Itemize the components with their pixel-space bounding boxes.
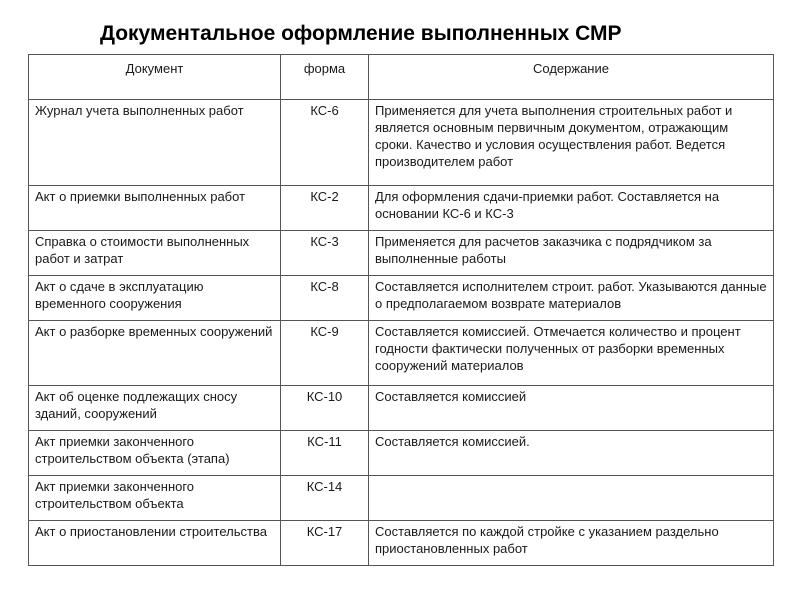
- table-row: [29, 521, 774, 566]
- cell-document: Акт о сдаче в эксплуатацию временного сооружения: [29, 276, 281, 321]
- cell-form: КС-17: [281, 521, 369, 566]
- cell-content: Применяется для расчетов заказчика с подрядчиком за выполненные работы: [369, 231, 774, 276]
- cell-document: Акт о разборке временных сооружений: [29, 321, 281, 386]
- table-row: [29, 100, 774, 186]
- table-header-row: [29, 55, 774, 100]
- cell-document: Акт приемки законченного строительством объекта: [29, 476, 281, 521]
- column-header-content: Содержание: [369, 55, 774, 100]
- cell-form: КС-3: [281, 231, 369, 276]
- cell-form: КС-2: [281, 186, 369, 231]
- cell-content: Составляется по каждой стройке с указанием раздельно приостановленных работ: [369, 521, 774, 566]
- column-header-form: форма: [281, 55, 369, 100]
- table-row: [29, 431, 774, 476]
- table-row: [29, 476, 774, 521]
- cell-content: Составляется комиссией: [369, 386, 774, 431]
- cell-document: Журнал учета выполненных работ: [29, 100, 281, 186]
- table-row: [29, 386, 774, 431]
- cell-content: Для оформления сдачи-приемки работ. Составляется на основании КС-6 и КС-3: [369, 186, 774, 231]
- cell-document: Акт о приемки выполненных работ: [29, 186, 281, 231]
- table-row: [29, 276, 774, 321]
- cell-form: КС-14: [281, 476, 369, 521]
- cell-content: Составляется комиссией. Отмечается количество и процент годности фактически полученных от разборки временных сооружений материалов: [369, 321, 774, 386]
- cell-document: Акт об оценке подлежащих сносу зданий, сооружений: [29, 386, 281, 431]
- table-row: [29, 231, 774, 276]
- cell-form: КС-8: [281, 276, 369, 321]
- table-row: [29, 186, 774, 231]
- cell-form: КС-10: [281, 386, 369, 431]
- cell-content: Составляется комиссией.: [369, 431, 774, 476]
- cell-form: КС-6: [281, 100, 369, 186]
- cell-document: Справка о стоимости выполненных работ и затрат: [29, 231, 281, 276]
- cell-content: Составляется исполнителем строит. работ. Указываются данные о предполагаемом возврате материалов: [369, 276, 774, 321]
- cell-document: Акт о приостановлении строительства: [29, 521, 281, 566]
- cell-form: КС-11: [281, 431, 369, 476]
- cell-document: Акт приемки законченного строительством объекта (этапа): [29, 431, 281, 476]
- column-header-document: Документ: [29, 55, 281, 100]
- table-row: [29, 321, 774, 386]
- cell-content: Применяется для учета выполнения строительных работ и является основным первичным документом, отражающим сроки. Качество и условия осуществления работ. Ведется производителем работ: [369, 100, 774, 186]
- cell-content: [369, 476, 774, 521]
- documents-table: [28, 54, 774, 566]
- cell-form: КС-9: [281, 321, 369, 386]
- page-title: Документальное оформление выполненных СМР: [100, 22, 622, 45]
